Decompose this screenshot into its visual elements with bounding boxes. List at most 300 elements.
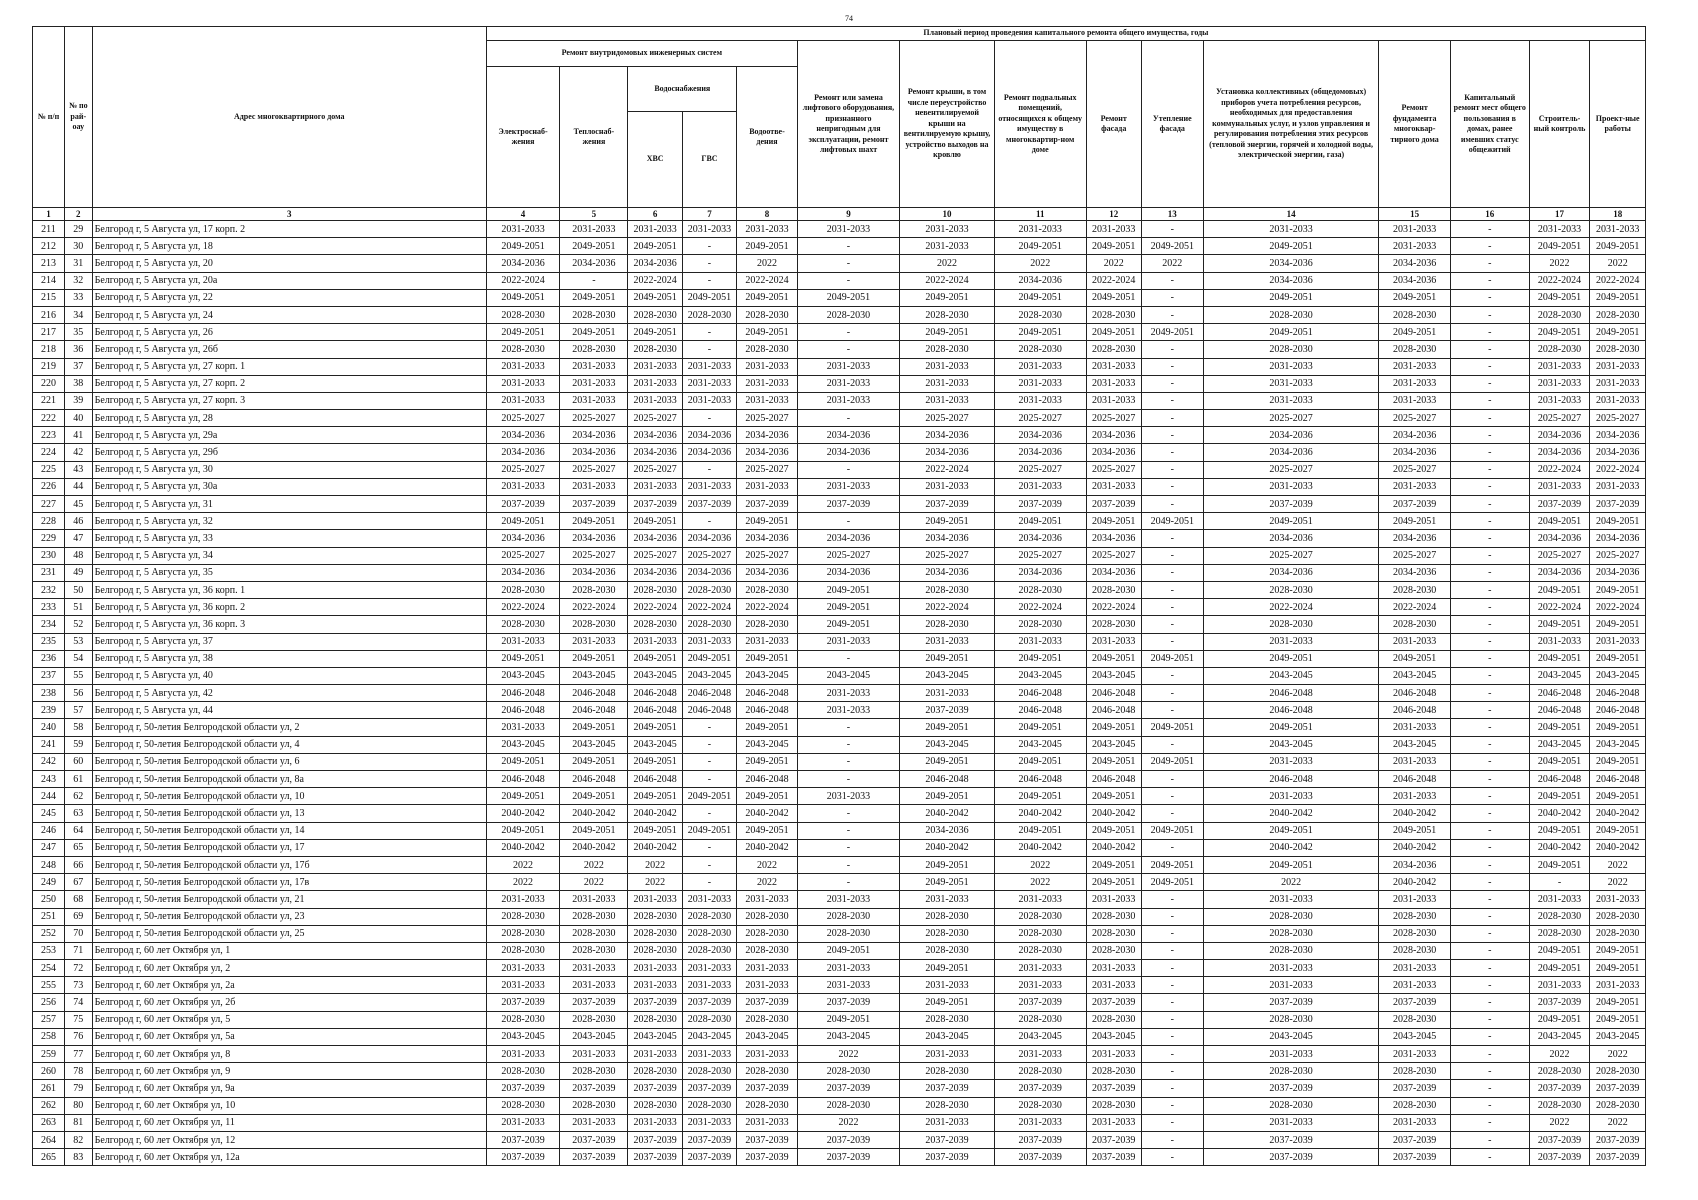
period-cell: - (1141, 977, 1203, 994)
index-cell: 40 (64, 410, 92, 427)
table-row (33, 581, 1646, 598)
index-cell: 33 (64, 289, 92, 306)
index-cell: 253 (33, 942, 65, 959)
period-cell: 2031-2033 (486, 977, 560, 994)
period-cell: 2049-2051 (1203, 822, 1379, 839)
address-cell: Белгород г, 60 лет Октября ул, 5а (92, 1028, 486, 1045)
header-roof: Ремонт крыши, в том числе переустройство невентилируемой крыши на вентилируемую крышу, устройство выходов на кровлю (900, 41, 995, 208)
period-cell: 2022-2024 (560, 599, 628, 616)
period-cell: 2049-2051 (797, 616, 899, 633)
period-cell: 2031-2033 (1086, 221, 1141, 238)
period-cell: 2049-2051 (1590, 513, 1646, 530)
period-cell: 2049-2051 (1529, 1011, 1590, 1028)
period-cell: 2037-2039 (994, 1149, 1086, 1166)
header-hvs: ХВС (628, 112, 682, 208)
period-cell: 2037-2039 (737, 1149, 798, 1166)
period-cell: 2028-2030 (560, 1097, 628, 1114)
index-cell: 245 (33, 805, 65, 822)
period-cell: 2049-2051 (900, 874, 995, 891)
period-cell: 2022 (737, 255, 798, 272)
period-cell: 2031-2033 (682, 891, 736, 908)
period-cell: 2031-2033 (1203, 375, 1379, 392)
address-cell: Белгород г, 5 Августа ул, 27 корп. 1 (92, 358, 486, 375)
index-cell: 213 (33, 255, 65, 272)
table-row (33, 324, 1646, 341)
period-cell: 2031-2033 (560, 891, 628, 908)
period-cell: 2022 (1141, 255, 1203, 272)
address-cell: Белгород г, 5 Августа ул, 29б (92, 444, 486, 461)
period-cell: 2049-2051 (560, 289, 628, 306)
index-cell: 36 (64, 341, 92, 358)
period-cell: 2028-2030 (994, 908, 1086, 925)
period-cell: 2028-2030 (797, 908, 899, 925)
period-cell: 2037-2039 (486, 1149, 560, 1166)
address-cell: Белгород г, 60 лет Октября ул, 9 (92, 1063, 486, 1080)
period-cell: 2049-2051 (1590, 581, 1646, 598)
period-cell: 2031-2033 (1379, 358, 1450, 375)
period-cell: 2031-2033 (1203, 977, 1379, 994)
period-cell: 2040-2042 (1086, 839, 1141, 856)
table-row (33, 633, 1646, 650)
period-cell: - (1450, 960, 1529, 977)
period-cell: 2049-2051 (1086, 238, 1141, 255)
period-cell: 2031-2033 (1379, 891, 1450, 908)
period-cell: 2031-2033 (1379, 238, 1450, 255)
period-cell: 2028-2030 (486, 341, 560, 358)
period-cell: 2049-2051 (900, 289, 995, 306)
table-row (33, 238, 1646, 255)
period-cell: 2022-2024 (900, 461, 995, 478)
period-cell: 2031-2033 (1529, 977, 1590, 994)
period-cell: 2040-2042 (900, 839, 995, 856)
column-number: 5 (560, 208, 628, 221)
table-body (33, 221, 1646, 1166)
period-cell: 2049-2051 (628, 289, 682, 306)
period-cell: 2028-2030 (628, 341, 682, 358)
period-cell: 2037-2039 (737, 1080, 798, 1097)
period-cell: 2037-2039 (1529, 994, 1590, 1011)
period-cell: 2028-2030 (737, 581, 798, 598)
period-cell: 2031-2033 (994, 633, 1086, 650)
period-cell: 2049-2051 (628, 822, 682, 839)
period-cell: 2037-2039 (1086, 1149, 1141, 1166)
period-cell: 2034-2036 (1590, 530, 1646, 547)
period-cell: 2022 (1590, 1114, 1646, 1131)
index-cell: 225 (33, 461, 65, 478)
period-cell: 2046-2048 (560, 685, 628, 702)
index-cell: 233 (33, 599, 65, 616)
period-cell: 2037-2039 (1203, 1080, 1379, 1097)
period-cell: 2028-2030 (797, 306, 899, 323)
period-cell: - (1450, 530, 1529, 547)
period-cell: 2049-2051 (1141, 238, 1203, 255)
index-cell: 60 (64, 753, 92, 770)
period-cell: 2031-2033 (682, 478, 736, 495)
address-cell: Белгород г, 5 Августа ул, 31 (92, 496, 486, 513)
period-cell: 2043-2045 (1590, 667, 1646, 684)
period-cell: - (682, 719, 736, 736)
period-cell: - (1450, 994, 1529, 1011)
index-cell: 57 (64, 702, 92, 719)
period-cell: 2031-2033 (560, 375, 628, 392)
period-cell: 2031-2033 (628, 478, 682, 495)
index-cell: 30 (64, 238, 92, 255)
table-row (33, 856, 1646, 873)
period-cell: 2049-2051 (1529, 289, 1590, 306)
column-number: 4 (486, 208, 560, 221)
period-cell: 2028-2030 (1379, 942, 1450, 959)
period-cell: 2043-2045 (628, 736, 682, 753)
period-cell: 2037-2039 (1086, 1080, 1141, 1097)
period-cell: 2031-2033 (560, 960, 628, 977)
period-cell: 2049-2051 (1529, 960, 1590, 977)
period-cell: 2031-2033 (1590, 375, 1646, 392)
period-cell: 2028-2030 (1203, 341, 1379, 358)
period-cell: 2031-2033 (737, 977, 798, 994)
period-cell: - (1450, 358, 1529, 375)
period-cell: 2043-2045 (900, 1028, 995, 1045)
period-cell: 2025-2027 (900, 547, 995, 564)
address-cell: Белгород г, 5 Августа ул, 33 (92, 530, 486, 547)
period-cell: 2031-2033 (994, 1114, 1086, 1131)
period-cell: 2046-2048 (1529, 702, 1590, 719)
period-cell: 2037-2039 (737, 1131, 798, 1148)
period-cell: 2028-2030 (1086, 306, 1141, 323)
period-cell: 2049-2051 (1379, 650, 1450, 667)
period-cell: - (1450, 891, 1529, 908)
period-cell: 2031-2033 (797, 977, 899, 994)
period-cell: 2031-2033 (900, 238, 995, 255)
period-cell: 2031-2033 (486, 375, 560, 392)
period-cell: 2049-2051 (900, 856, 995, 873)
table-row (33, 1114, 1646, 1131)
period-cell: 2049-2051 (1086, 822, 1141, 839)
period-cell: - (1450, 272, 1529, 289)
period-cell: - (1141, 1011, 1203, 1028)
period-cell: 2031-2033 (1379, 1114, 1450, 1131)
period-cell: - (797, 771, 899, 788)
period-cell: 2028-2030 (737, 1063, 798, 1080)
period-cell: 2040-2042 (1203, 839, 1379, 856)
address-cell: Белгород г, 5 Августа ул, 28 (92, 410, 486, 427)
header-address: Адрес многоквартирного дома (92, 27, 486, 208)
index-cell: 241 (33, 736, 65, 753)
period-cell: 2022 (560, 856, 628, 873)
period-cell: 2028-2030 (486, 616, 560, 633)
period-cell: 2049-2051 (1590, 822, 1646, 839)
period-cell: 2049-2051 (1590, 942, 1646, 959)
index-cell: 217 (33, 324, 65, 341)
period-cell: 2022-2024 (628, 599, 682, 616)
period-cell: 2031-2033 (1086, 960, 1141, 977)
period-cell: 2028-2030 (994, 616, 1086, 633)
header-gvs: ГВС (682, 112, 736, 208)
index-cell: 48 (64, 547, 92, 564)
period-cell: 2022 (994, 856, 1086, 873)
period-cell: 2043-2045 (1086, 667, 1141, 684)
period-cell: 2031-2033 (628, 891, 682, 908)
period-cell: 2025-2027 (1529, 410, 1590, 427)
index-cell: 252 (33, 925, 65, 942)
period-cell: 2031-2033 (1086, 358, 1141, 375)
header-rayon-num: № по рай-оау (64, 27, 92, 208)
period-cell: 2043-2045 (797, 667, 899, 684)
period-cell: 2031-2033 (1203, 478, 1379, 495)
table-row (33, 960, 1646, 977)
period-cell: 2025-2027 (1203, 410, 1379, 427)
period-cell: 2043-2045 (560, 1028, 628, 1045)
period-cell: 2034-2036 (682, 427, 736, 444)
period-cell: 2049-2051 (1141, 874, 1203, 891)
index-cell: 49 (64, 564, 92, 581)
period-cell: 2025-2027 (1590, 547, 1646, 564)
index-cell: 218 (33, 341, 65, 358)
period-cell: 2046-2048 (1379, 702, 1450, 719)
period-cell: 2037-2039 (628, 994, 682, 1011)
period-cell: 2043-2045 (560, 736, 628, 753)
period-cell: 2022-2024 (900, 599, 995, 616)
period-cell: 2049-2051 (1529, 753, 1590, 770)
period-cell: 2031-2033 (797, 478, 899, 495)
period-cell: - (1450, 753, 1529, 770)
index-cell: 246 (33, 822, 65, 839)
period-cell: 2049-2051 (1590, 788, 1646, 805)
period-cell: 2034-2036 (1379, 564, 1450, 581)
period-cell: 2028-2030 (900, 925, 995, 942)
period-cell: 2049-2051 (900, 788, 995, 805)
period-cell: - (1141, 702, 1203, 719)
period-cell: - (682, 341, 736, 358)
period-cell: 2037-2039 (900, 1149, 995, 1166)
period-cell: 2031-2033 (1086, 1046, 1141, 1063)
period-cell: - (1141, 444, 1203, 461)
period-cell: 2046-2048 (1086, 702, 1141, 719)
index-cell: 256 (33, 994, 65, 1011)
period-cell: 2031-2033 (560, 478, 628, 495)
period-cell: 2049-2051 (797, 599, 899, 616)
period-cell: 2049-2051 (1590, 324, 1646, 341)
period-cell: 2031-2033 (737, 478, 798, 495)
period-cell: - (1450, 616, 1529, 633)
period-cell: 2037-2039 (682, 496, 736, 513)
period-cell: 2031-2033 (628, 392, 682, 409)
period-cell: 2037-2039 (560, 1080, 628, 1097)
period-cell: 2037-2039 (628, 1149, 682, 1166)
period-cell: 2049-2051 (628, 719, 682, 736)
period-cell: 2031-2033 (1203, 891, 1379, 908)
table-row (33, 719, 1646, 736)
period-cell: 2025-2027 (486, 410, 560, 427)
period-cell: 2028-2030 (1529, 1097, 1590, 1114)
period-cell: 2049-2051 (628, 513, 682, 530)
table-row (33, 616, 1646, 633)
period-cell: 2034-2036 (486, 444, 560, 461)
period-cell: 2034-2036 (737, 427, 798, 444)
period-cell: 2049-2051 (900, 753, 995, 770)
index-cell: 64 (64, 822, 92, 839)
period-cell: - (1141, 1046, 1203, 1063)
period-cell: 2028-2030 (994, 942, 1086, 959)
period-cell: 2043-2045 (486, 1028, 560, 1045)
period-cell: 2031-2033 (486, 1046, 560, 1063)
period-cell: - (1141, 564, 1203, 581)
period-cell: 2049-2051 (486, 822, 560, 839)
period-cell: 2043-2045 (994, 667, 1086, 684)
address-cell: Белгород г, 5 Августа ул, 42 (92, 685, 486, 702)
period-cell: 2034-2036 (900, 427, 995, 444)
table-row (33, 1149, 1646, 1166)
period-cell: 2031-2033 (797, 392, 899, 409)
period-cell: - (1450, 547, 1529, 564)
period-cell: 2031-2033 (628, 1114, 682, 1131)
period-cell: 2049-2051 (1203, 289, 1379, 306)
period-cell: 2028-2030 (994, 925, 1086, 942)
period-cell: 2028-2030 (628, 306, 682, 323)
period-cell: - (1450, 702, 1529, 719)
period-cell: 2031-2033 (682, 977, 736, 994)
period-cell: 2031-2033 (682, 960, 736, 977)
index-cell: 219 (33, 358, 65, 375)
column-number: 2 (64, 208, 92, 221)
period-cell: 2034-2036 (1590, 564, 1646, 581)
period-cell: 2046-2048 (994, 771, 1086, 788)
period-cell: 2025-2027 (994, 461, 1086, 478)
period-cell: 2028-2030 (900, 1097, 995, 1114)
period-cell: 2031-2033 (1590, 478, 1646, 495)
period-cell: 2043-2045 (1086, 1028, 1141, 1045)
period-cell: 2037-2039 (682, 1149, 736, 1166)
address-cell: Белгород г, 60 лет Октября ул, 9а (92, 1080, 486, 1097)
index-cell: 72 (64, 960, 92, 977)
period-cell: 2049-2051 (1590, 650, 1646, 667)
address-cell: Белгород г, 50-летия Белгородской области ул, 10 (92, 788, 486, 805)
period-cell: 2022 (1529, 255, 1590, 272)
period-cell: 2037-2039 (486, 1131, 560, 1148)
period-cell: 2028-2030 (1529, 908, 1590, 925)
period-cell: 2034-2036 (1379, 530, 1450, 547)
period-cell: 2028-2030 (1379, 1097, 1450, 1114)
period-cell: 2049-2051 (994, 788, 1086, 805)
period-cell: 2031-2033 (560, 633, 628, 650)
address-cell: Белгород г, 50-летия Белгородской области ул, 4 (92, 736, 486, 753)
period-cell: - (1141, 530, 1203, 547)
period-cell: 2049-2051 (1590, 616, 1646, 633)
period-cell: - (1450, 1080, 1529, 1097)
period-cell: 2049-2051 (1203, 238, 1379, 255)
table-row (33, 1063, 1646, 1080)
period-cell: 2022-2024 (737, 599, 798, 616)
column-number: 17 (1529, 208, 1590, 221)
header-basement: Ремонт подвальных помещений, относящихся к общему имуществу в многоквартир-ном доме (994, 41, 1086, 208)
period-cell: 2022-2024 (1590, 599, 1646, 616)
period-cell: 2028-2030 (1379, 616, 1450, 633)
period-cell: 2028-2030 (1203, 1097, 1379, 1114)
period-cell: 2028-2030 (628, 908, 682, 925)
period-cell: 2049-2051 (900, 650, 995, 667)
table-row (33, 272, 1646, 289)
index-cell: 224 (33, 444, 65, 461)
period-cell: 2031-2033 (994, 221, 1086, 238)
period-cell: 2046-2048 (1203, 685, 1379, 702)
period-cell: 2049-2051 (560, 753, 628, 770)
period-cell: - (1141, 908, 1203, 925)
address-cell: Белгород г, 5 Августа ул, 27 корп. 3 (92, 392, 486, 409)
table-row (33, 306, 1646, 323)
period-cell: 2028-2030 (1590, 306, 1646, 323)
period-cell: 2022 (797, 1046, 899, 1063)
period-cell: 2049-2051 (797, 289, 899, 306)
index-cell: 249 (33, 874, 65, 891)
period-cell: 2049-2051 (1529, 719, 1590, 736)
address-cell: Белгород г, 5 Августа ул, 17 корп. 2 (92, 221, 486, 238)
period-cell: 2043-2045 (1590, 736, 1646, 753)
period-cell: 2028-2030 (682, 1063, 736, 1080)
table-row (33, 289, 1646, 306)
column-number: 11 (994, 208, 1086, 221)
period-cell: 2028-2030 (1379, 306, 1450, 323)
period-cell: 2028-2030 (1379, 908, 1450, 925)
address-cell: Белгород г, 5 Августа ул, 38 (92, 650, 486, 667)
period-cell: 2037-2039 (1086, 994, 1141, 1011)
period-cell: 2040-2042 (486, 839, 560, 856)
period-cell: 2028-2030 (682, 942, 736, 959)
period-cell: 2028-2030 (737, 341, 798, 358)
period-cell: 2031-2033 (797, 685, 899, 702)
period-cell: 2040-2042 (900, 805, 995, 822)
address-cell: Белгород г, 60 лет Октября ул, 12а (92, 1149, 486, 1166)
period-cell: 2049-2051 (486, 753, 560, 770)
index-cell: 77 (64, 1046, 92, 1063)
period-cell: 2034-2036 (486, 564, 560, 581)
period-cell: 2049-2051 (994, 719, 1086, 736)
period-cell: 2049-2051 (1529, 581, 1590, 598)
period-cell: 2028-2030 (1086, 616, 1141, 633)
index-cell: 221 (33, 392, 65, 409)
period-cell: 2040-2042 (1379, 874, 1450, 891)
period-cell: 2028-2030 (900, 908, 995, 925)
period-cell: 2022 (737, 856, 798, 873)
period-cell: 2031-2033 (900, 358, 995, 375)
period-cell: 2049-2051 (1529, 856, 1590, 873)
index-cell: 50 (64, 581, 92, 598)
table-row (33, 427, 1646, 444)
period-cell: 2037-2039 (1379, 496, 1450, 513)
period-cell: 2031-2033 (1203, 753, 1379, 770)
period-cell: 2043-2045 (1379, 736, 1450, 753)
address-cell: Белгород г, 5 Августа ул, 26б (92, 341, 486, 358)
period-cell: 2031-2033 (560, 392, 628, 409)
period-cell: 2028-2030 (628, 942, 682, 959)
period-cell: 2037-2039 (1590, 1080, 1646, 1097)
period-cell: 2031-2033 (628, 977, 682, 994)
period-cell: 2031-2033 (628, 358, 682, 375)
period-cell: 2037-2039 (628, 496, 682, 513)
period-cell: - (682, 513, 736, 530)
index-cell: 75 (64, 1011, 92, 1028)
period-cell: 2031-2033 (1529, 891, 1590, 908)
period-cell: 2046-2048 (682, 702, 736, 719)
period-cell: 2043-2045 (628, 1028, 682, 1045)
index-cell: 220 (33, 375, 65, 392)
index-cell: 216 (33, 306, 65, 323)
address-cell: Белгород г, 50-летия Белгородской области ул, 17 (92, 839, 486, 856)
address-cell: Белгород г, 5 Августа ул, 30а (92, 478, 486, 495)
index-cell: 243 (33, 771, 65, 788)
period-cell: 2049-2051 (994, 650, 1086, 667)
period-cell: 2028-2030 (1590, 1097, 1646, 1114)
period-cell: 2031-2033 (682, 358, 736, 375)
period-cell: 2031-2033 (628, 633, 682, 650)
